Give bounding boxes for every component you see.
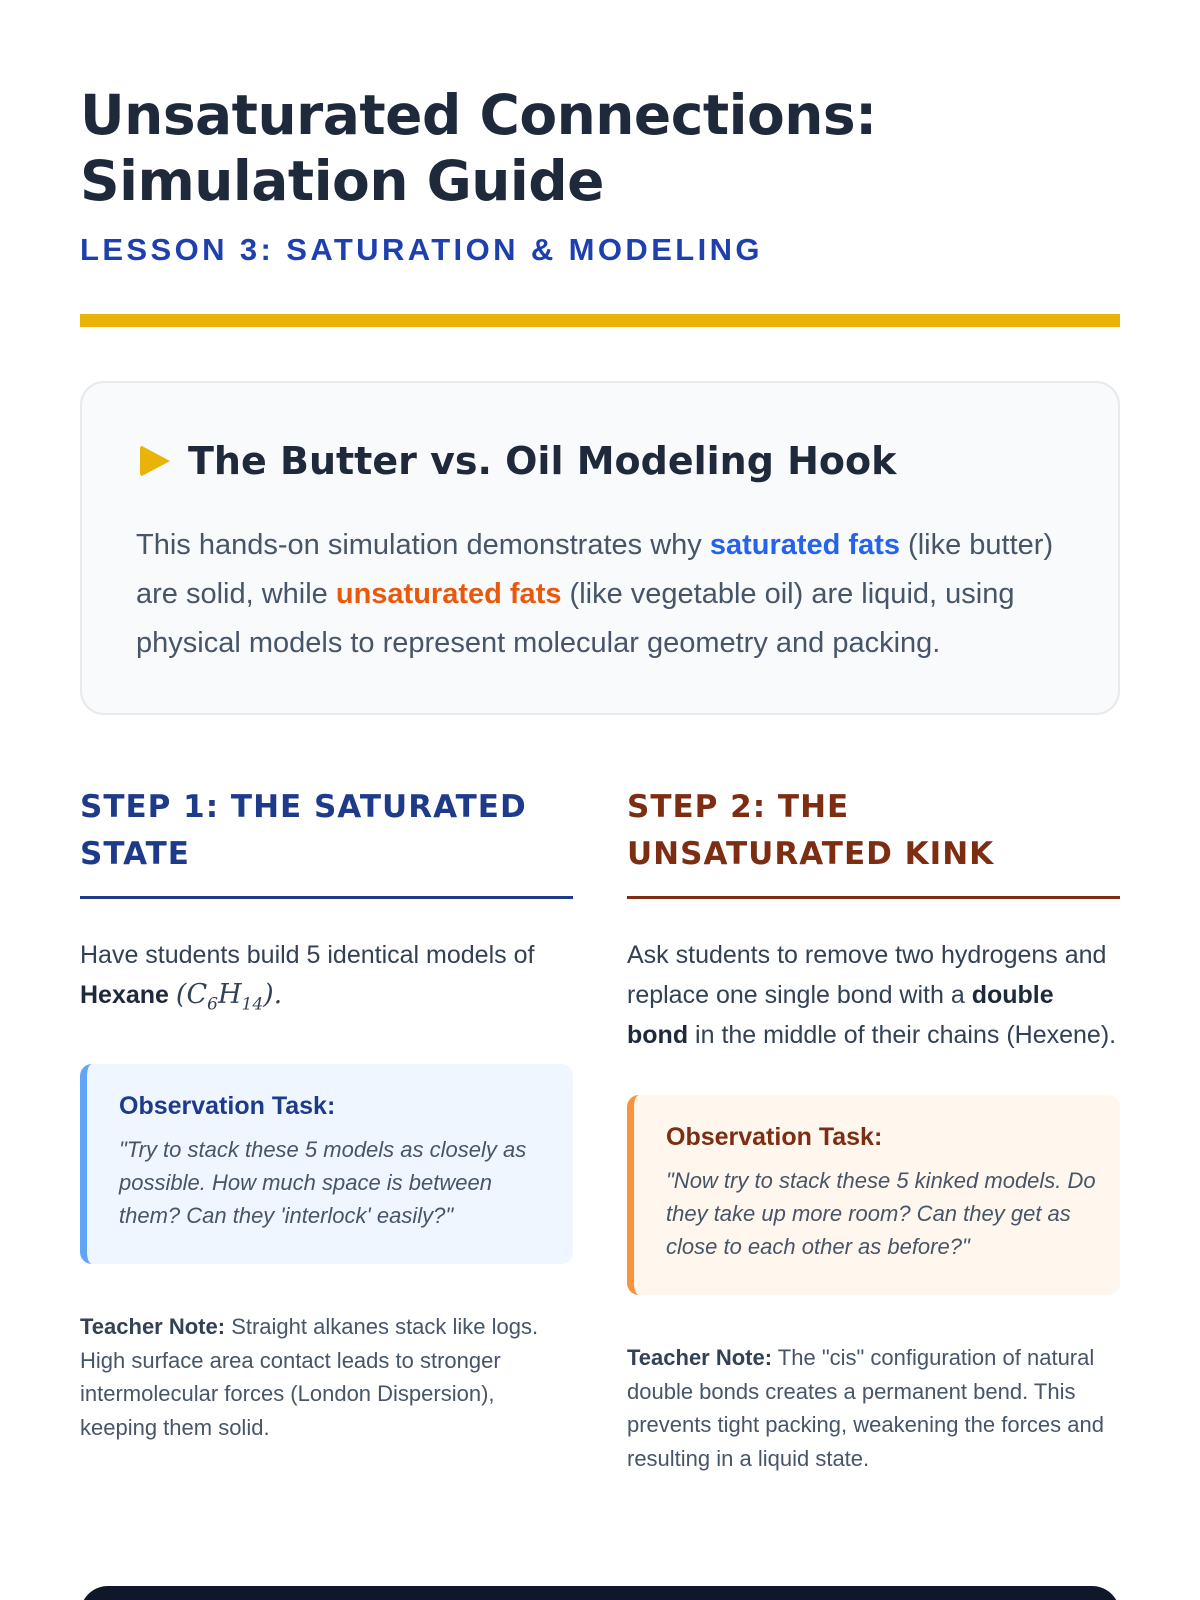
page-title-line2: Simulation Guide xyxy=(80,149,604,213)
page-title xyxy=(80,82,1120,214)
hook-text-part2: (like butter) are solid, while xyxy=(136,529,1054,610)
hook-title: The Butter vs. Oil Modeling Hook xyxy=(188,439,897,483)
play-icon xyxy=(140,445,170,477)
footer-panel xyxy=(80,1586,1120,1600)
saturated-fats-highlight: saturated fats xyxy=(709,529,900,561)
step2-instructions xyxy=(627,935,1120,1055)
lesson-subtitle: LESSON 3: SATURATION & MODELING xyxy=(80,232,763,267)
formula-hydrogen: H xyxy=(217,979,242,1010)
hexane-term: Hexane xyxy=(80,981,169,1009)
step1-observation-quote: "Try to stack these 5 models as closely as possible. How much space is between them? Can they 'interlock' easily?" xyxy=(119,1137,527,1229)
step2-title: STEP 2: THE UNSATURATED KINK xyxy=(627,784,1120,899)
step1-column xyxy=(80,784,573,1444)
step1-title: STEP 1: THE SATURATED STATE xyxy=(80,784,573,899)
step1-teacher-note xyxy=(80,1310,573,1444)
simulation-guide-page xyxy=(80,0,1120,1600)
hexane-formula xyxy=(175,979,283,1015)
step2-note-label: Teacher Note: xyxy=(627,1345,773,1370)
title-divider xyxy=(80,314,1120,327)
step2-observation-quote: "Now try to stack these 5 kinked models. Do they take up more room? Can they get as close to each other as before?" xyxy=(666,1168,1096,1259)
hook-heading xyxy=(140,439,896,483)
formula-close-paren: ). xyxy=(263,979,283,1010)
formula-open-paren: ( xyxy=(175,979,187,1010)
hook-text-part1: This hands-on simulation demonstrates why xyxy=(136,529,710,561)
hook-text-part3: (like vegetable oil) are liquid, using physical models to represent molecular geometry and packing. xyxy=(136,578,1015,659)
step2-observation-label: Observation Task: xyxy=(666,1123,883,1151)
step1-observation-label: Observation Task: xyxy=(119,1092,336,1121)
step1-body-text: Have students build 5 identical models of xyxy=(80,941,535,969)
double-bond-term: double bond xyxy=(627,981,1054,1049)
step1-instructions xyxy=(80,935,573,1024)
step2-body-text: Ask students to remove two hydrogens and replace one single bond with a xyxy=(627,941,1107,1009)
step1-note-label: Teacher Note: xyxy=(80,1314,226,1340)
unsaturated-fats-highlight: unsaturated fats xyxy=(335,578,562,610)
formula-carbon-count: 6 xyxy=(207,994,218,1015)
hook-description xyxy=(136,521,1076,668)
step1-note-text: Straight alkanes stack like logs. High surface area contact leads to stronger intermolecular forces (London Dispersion), keeping them solid. xyxy=(80,1314,539,1440)
step1-observation-box xyxy=(80,1064,573,1264)
formula-carbon: C xyxy=(186,979,208,1010)
step2-note-text: The "cis" configuration of natural double bonds creates a permanent bend. This prevents tight packing, weakening the forces and resulting in a liquid state. xyxy=(627,1345,1104,1471)
page-title-line1: Unsaturated Connections: xyxy=(80,83,877,147)
step2-observation-box xyxy=(627,1095,1120,1295)
step2-column xyxy=(627,784,1120,1475)
step2-teacher-note xyxy=(627,1341,1120,1475)
step2-body-text-end: in the middle of their chains (Hexene). xyxy=(688,1021,1117,1049)
hook-card xyxy=(80,381,1120,715)
formula-hydrogen-count: 14 xyxy=(241,994,264,1015)
